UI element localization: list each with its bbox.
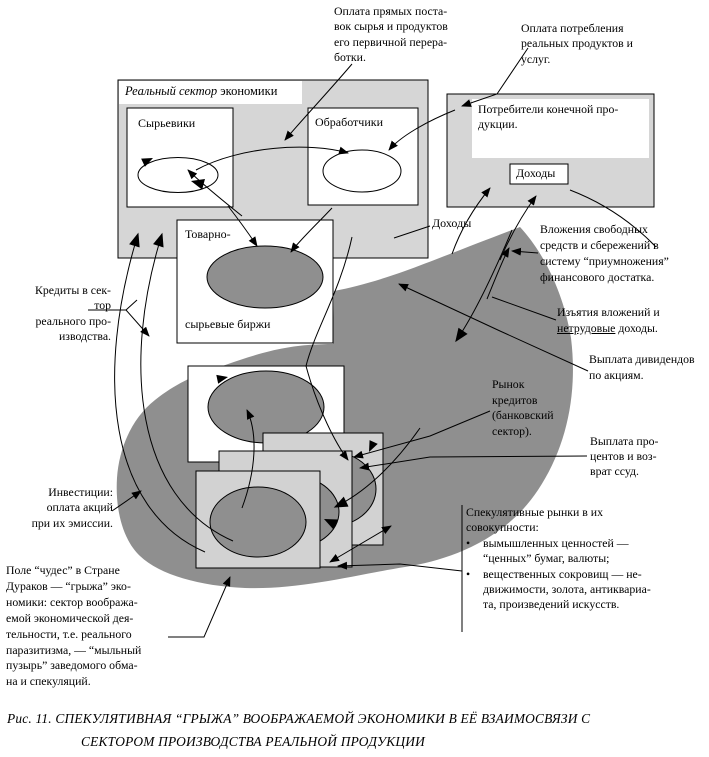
label-pay-supply: [334, 4, 448, 65]
text-line: финансового достатка.: [540, 270, 655, 284]
text-line: врат ссуд.: [590, 464, 639, 479]
text-line: сектор).: [492, 423, 532, 438]
text-line: дукции.: [478, 117, 518, 132]
label-pay-consumption: [521, 21, 633, 67]
text-line: та, произведений искусств.: [483, 597, 620, 612]
text-line: Рынок: [492, 377, 525, 391]
text-line: Оплата потребления: [521, 21, 624, 35]
text-line: [557, 320, 660, 336]
label-deposits: [540, 221, 669, 285]
figure-caption-line1: Рис. 11. СПЕКУЛЯТИВНАЯ “ГРЫЖА” ВООБРАЖАЕМОЙ ЭКОНОМИКИ В ЕЁ ВЗАИМОСВЯЗИ С: [7, 711, 591, 726]
processors-cycle-ellipse: [323, 150, 401, 192]
text-line: номики: сектор вообража-: [6, 594, 138, 609]
text-line: емой экономической дея-: [6, 610, 134, 625]
label-field-of-miracles: [6, 563, 141, 690]
label-exchange-bottom: сырьевые биржи: [185, 317, 271, 331]
label-investments: [3, 485, 113, 531]
label-speculative-markets: [466, 505, 651, 613]
label-consumers: [478, 102, 618, 133]
text-line: тор: [94, 298, 111, 313]
text-line: Вложения свободных: [540, 222, 648, 236]
bullet-item: [466, 536, 651, 567]
text-line: Выплата дивидендов: [589, 352, 695, 366]
text-line: Спекулятивные рынки в их: [466, 505, 604, 519]
label-withdrawals: [557, 304, 660, 336]
text-line: Оплата прямых поста-: [334, 4, 448, 18]
text-line: оплата акций: [46, 500, 113, 515]
text-line: реального про-: [35, 313, 111, 328]
real-sector-title-italic: Реальный сектор: [125, 84, 218, 98]
text-line: вок сырья и продуктов: [334, 19, 448, 34]
text-line: кредитов: [492, 392, 538, 407]
securities-market-ellipse: [208, 371, 324, 443]
bullet-item: [466, 567, 651, 613]
label-interest: [590, 434, 658, 480]
text-line: Дураков — “грыжа” эко-: [6, 578, 131, 593]
text-line: вещественных сокровищ — не-: [483, 566, 642, 581]
text-line: “ценных” бумаг, валюты;: [483, 551, 610, 566]
text-line: паразитизма, — “мыльный: [6, 642, 142, 657]
text-line: движимости, золота, антиквариа-: [483, 582, 651, 597]
text-line: изводства.: [58, 328, 111, 343]
text-line: тельности, т.е. реального: [6, 626, 132, 641]
text-line: Выплата про-: [590, 434, 659, 448]
text-line: доходы.: [615, 321, 658, 335]
text-line: Потребители конечной про-: [478, 102, 619, 116]
text-line: Инвестиции:: [48, 485, 113, 499]
real-sector-title-rest: экономики: [217, 84, 278, 98]
text-line: Изъятия вложений и: [557, 305, 660, 319]
speculative-market-ellipse-front: [210, 487, 306, 557]
label-dividends: [589, 352, 695, 383]
text-line: совокупности:: [466, 520, 539, 535]
text-line: пузырь” заведомого обма-: [6, 658, 138, 673]
text-line: на и спекуляций.: [6, 674, 91, 689]
text-line: систему “приумножения”: [540, 254, 669, 268]
bullet-dot: •: [466, 566, 471, 581]
underlined-word: нетрудовые: [557, 321, 616, 335]
leader-credits-arrow: [126, 310, 149, 336]
label-credit-market: [492, 377, 554, 439]
text-line: его первичной перера-: [334, 34, 448, 49]
label-exchange-top: Товарно-: [185, 227, 231, 241]
text-line: Поле “чудес” в Стране: [6, 563, 120, 577]
label-raw-producers: Сырьевики: [138, 116, 196, 130]
real-sector-title: [125, 84, 277, 99]
text-line: (банковский: [492, 408, 554, 422]
text-line: Кредиты в сек-: [35, 283, 111, 297]
label-incomes-outside: Доходы: [432, 216, 472, 230]
text-line: реальных продуктов и: [521, 36, 633, 51]
bullet-dot: •: [466, 535, 471, 550]
text-line: средств и сбережений в: [540, 238, 659, 252]
text-line: услуг.: [521, 51, 551, 66]
text-line: ботки.: [334, 49, 366, 64]
label-credits: [5, 283, 111, 344]
figure-caption-line2: СЕКТОРОМ ПРОИЗВОДСТВА РЕАЛЬНОЙ ПРОДУКЦИИ: [81, 734, 425, 749]
text-line: центов и воз-: [590, 449, 657, 464]
commodity-exchange-ellipse: [207, 246, 323, 308]
leader-field-of-miracles: [168, 577, 230, 637]
text-line: вымышленных ценностей —: [483, 535, 629, 550]
text-line: по акциям.: [589, 367, 644, 382]
text-line: при их эмиссии.: [31, 515, 113, 530]
label-processors: Обработчики: [315, 115, 383, 129]
raw-producers-cycle-ellipse: [138, 158, 218, 193]
label-incomes-box: Доходы: [516, 166, 556, 180]
